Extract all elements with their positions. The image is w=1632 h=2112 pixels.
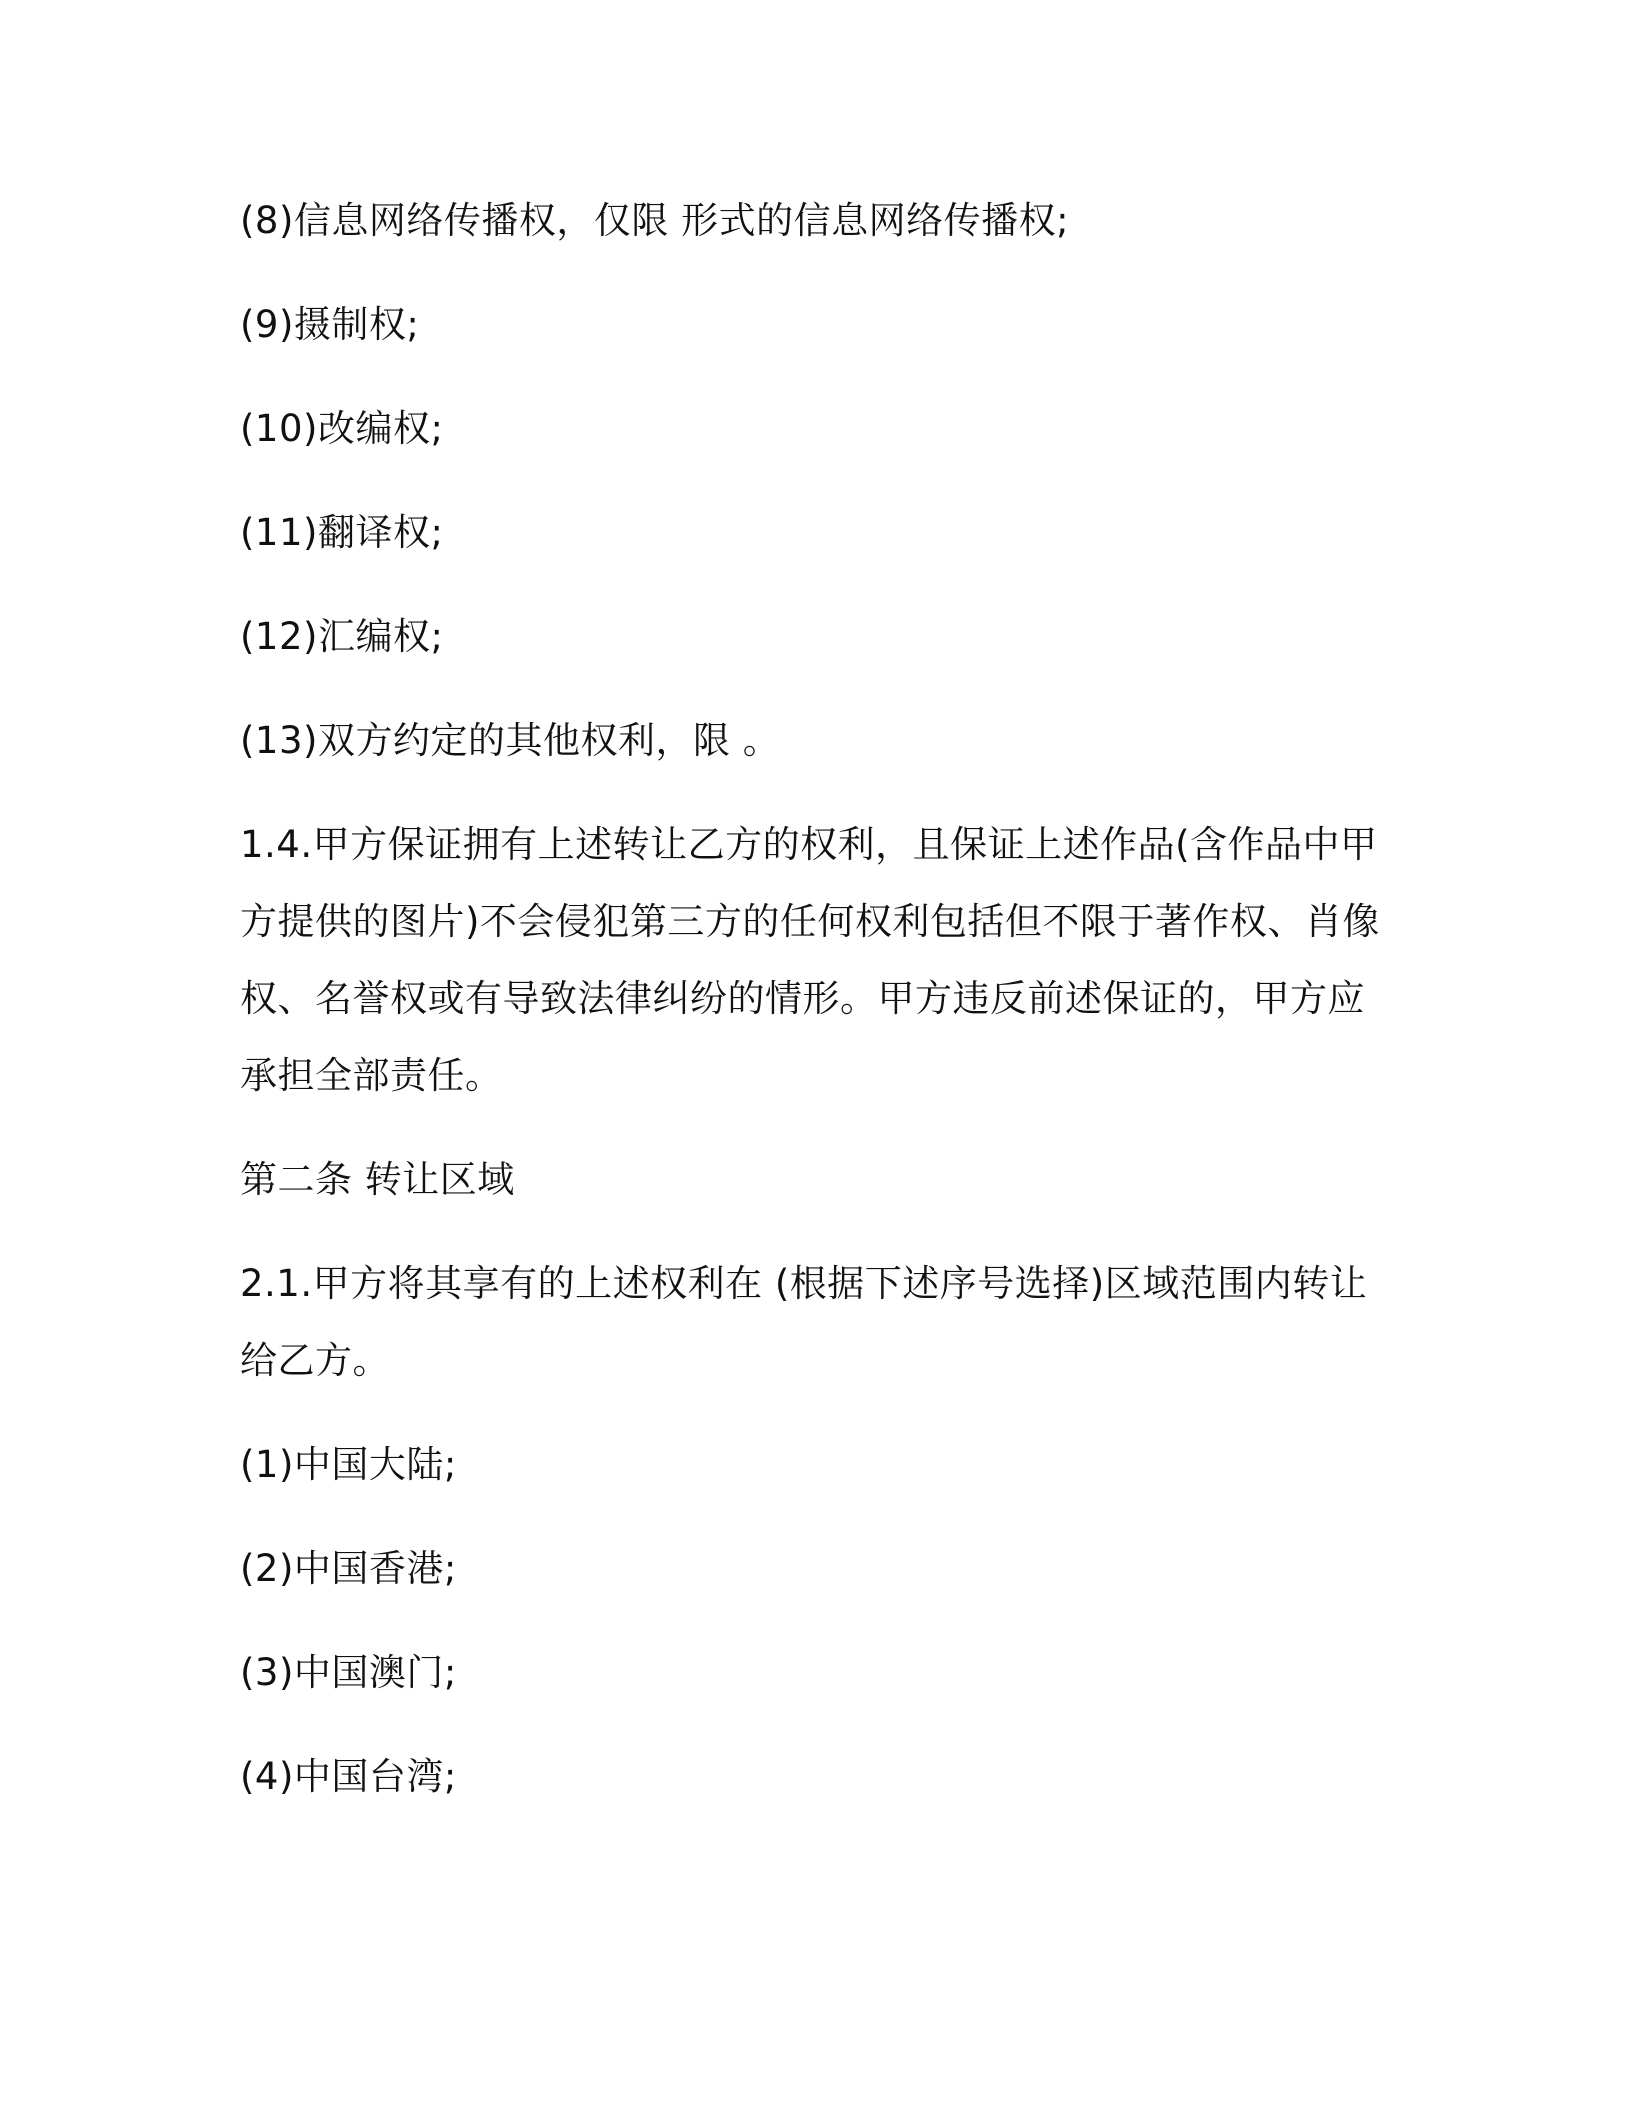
clause-item-8: (8)信息网络传播权，仅限 形式的信息网络传播权;	[240, 199, 1070, 242]
region-item-3: (3)中国澳门;	[240, 1651, 457, 1694]
clause-item-12: (12)汇编权;	[240, 615, 444, 658]
clause-1-4: 1.4.甲方保证拥有上述转让乙方的权利，且保证上述作品(含作品中甲方提供的图片)不会侵犯第三方的任何权利包括但不限于著作权、肖像权、名誉权或有导致法律纠纷的情形。甲方违反前述保证的，甲方应承担全部责任。	[240, 823, 1380, 1097]
clause-2-1: 2.1.甲方将其享有的上述权利在 (根据下述序号选择)区域范围内转让给乙方。	[240, 1262, 1368, 1382]
region-item-1: (1)中国大陆;	[240, 1443, 457, 1486]
region-item-2: (2)中国香港;	[240, 1547, 457, 1590]
clause-item-10: (10)改编权;	[240, 407, 444, 450]
clause-item-13: (13)双方约定的其他权利，限 。	[240, 719, 781, 762]
clause-item-11: (11)翻译权;	[240, 511, 444, 554]
document-body	[240, 182, 1400, 1842]
region-item-4: (4)中国台湾;	[240, 1755, 457, 1798]
section-heading-2: 第二条 转让区域	[240, 1158, 515, 1201]
clause-item-9: (9)摄制权;	[240, 303, 420, 346]
